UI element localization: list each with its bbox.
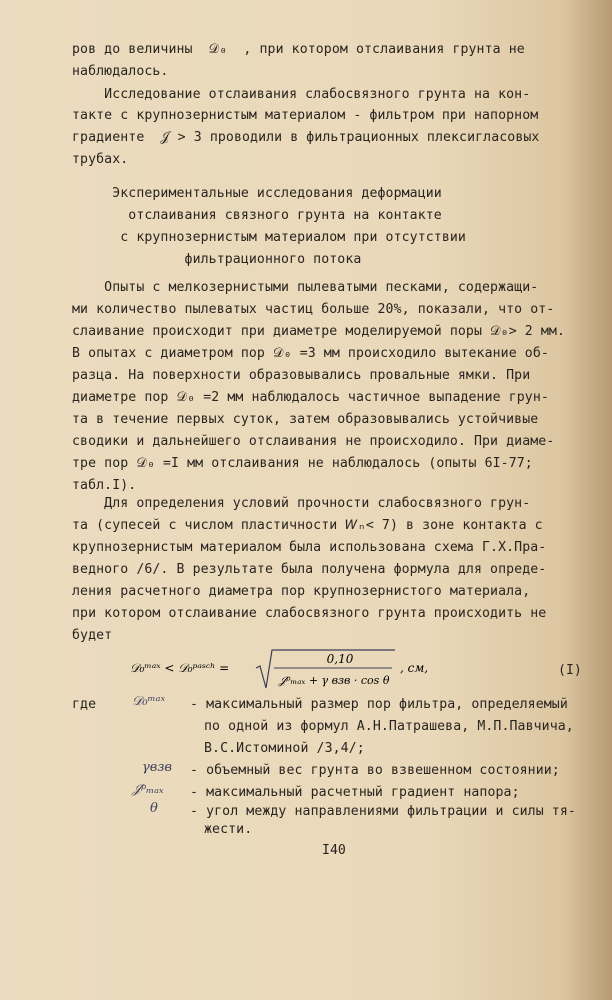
text-line: ров до величины 𝒟₀ , при котором отслаивания грунта не	[72, 42, 525, 57]
formula-numerator: 0,10	[326, 652, 354, 666]
formula-denominator: 𝒥ᵖₘₐₓ + γ взв · cos θ	[278, 674, 390, 687]
text-line: такте с крупнозернистым материалом - фильтром при напорном	[72, 108, 539, 123]
text-line: ления расчетного диаметра пор крупнозернистого материала,	[72, 584, 531, 599]
legend-symbol: γвзв	[142, 760, 172, 775]
section-heading: Экспериментальные исследования деформации	[72, 186, 442, 201]
text-line: Для определения условий прочности слабосвязного грун-	[72, 496, 531, 511]
text-line: тре пор 𝒟₀ =I мм отслаивания не наблюдалось (опыты 6I-77;	[72, 456, 533, 471]
formula-1	[130, 644, 460, 694]
section-heading: с крупнозернистым материалом при отсутствии	[72, 230, 466, 245]
legend-text: - угол между направлениями фильтрации и силы тя-	[190, 804, 576, 819]
text-line: при котором отслаивание слабосвязного грунта происходить не	[72, 606, 547, 621]
text-line: В опытах с диаметром пор 𝒟₀ =3 мм происходило вытекание об-	[72, 346, 549, 361]
text-line: градиенте 𝒥 > 3 проводили в фильтрационных плексигласовых	[72, 130, 540, 145]
text-line: сводики и дальнейшего отслаивания не происходило. При диаме-	[72, 434, 555, 449]
formula-number: (I)	[558, 663, 582, 678]
legend-text: В.С.Истоминой /3,4/;	[204, 741, 365, 756]
text-line: ми количество пылеватых частиц больше 20%, показали, что от-	[72, 302, 555, 317]
legend-symbol: θ	[150, 801, 158, 816]
formula-lhs: 𝒟₀ᵐᵃˣ < 𝒟₀ᵖᵃˢᶜʰ =	[130, 661, 230, 675]
legend-text: - объемный вес грунта во взвешенном состоянии;	[190, 763, 560, 778]
section-heading: фильтрационного потока	[72, 252, 362, 267]
text-line: наблюдалось.	[72, 64, 169, 79]
text-line: ведного /6/. В результате была получена формула для опреде-	[72, 562, 547, 577]
text-line: Исследование отслаивания слабосвязного грунта на кон-	[72, 87, 531, 102]
text-line: трубах.	[72, 152, 129, 167]
text-line: Опыты с мелкозернистыми пылеватыми песками, содержащи-	[72, 280, 539, 295]
legend-prefix: где	[72, 697, 97, 712]
text-line: диаметре пор 𝒟₀ =2 мм наблюдалось частичное выпадение грун-	[72, 390, 549, 405]
text-line: та в течение первых суток, затем образовывались устойчивые	[72, 412, 539, 427]
legend-text: - максимальный расчетный градиент напора;	[190, 785, 520, 800]
legend-symbol: 𝒥ᵖₘₐₓ	[132, 782, 164, 797]
legend-text: жести.	[204, 822, 253, 837]
text-line: та (супесей с числом пластичности 𝑊ₙ< 7) в зоне контакта с	[72, 518, 543, 533]
legend-symbol: 𝒟₀ᵐᵃˣ	[132, 694, 166, 709]
formula-unit: , см,	[400, 661, 429, 675]
text-line: будет	[72, 628, 113, 643]
text-line: табл.I).	[72, 478, 137, 493]
legend-text: - максимальный размер пор фильтра, определяемый	[190, 697, 568, 712]
legend-text: по одной из формул А.Н.Патрашева, М.П.Павчича,	[204, 719, 574, 734]
page-number: I40	[322, 843, 346, 858]
text-line: слаивание происходит при диаметре моделируемой поры 𝒟₀> 2 мм.	[72, 324, 565, 339]
text-line: крупнозернистым материалом была использована схема Г.Х.Пра-	[72, 540, 547, 555]
section-heading: отслаивания связного грунта на контакте	[72, 208, 442, 223]
text-line: разца. На поверхности образовывались провальные ямки. При	[72, 368, 531, 383]
